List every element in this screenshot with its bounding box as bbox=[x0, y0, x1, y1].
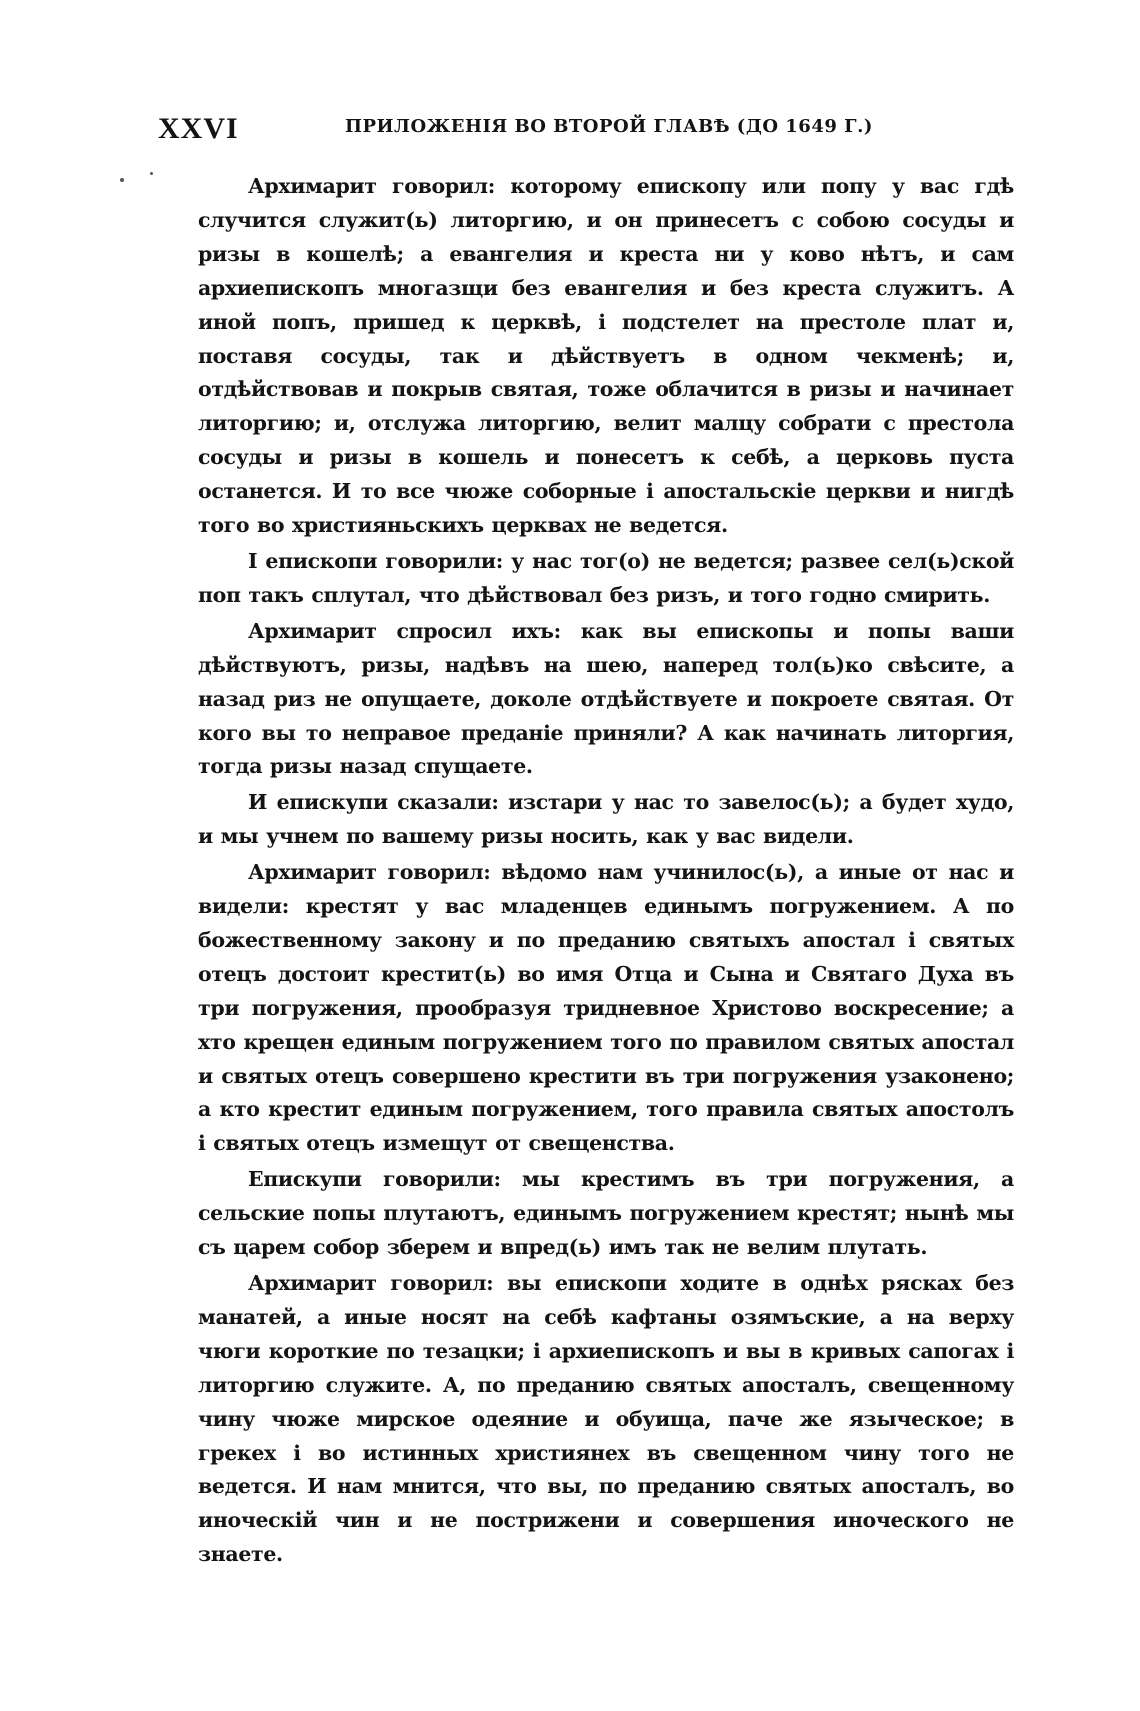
paragraph: И епискупи сказали: изстари у нас то завелос(ь); а будет худо, и мы учнем по вашему ризы носить, как у вас видели. bbox=[198, 790, 1014, 849]
margin-dot bbox=[150, 172, 153, 175]
paragraph: Архимарит говорил: вѣдомо нам учинилос(ь), а иные от нас и видели: крестят у вас младенцев единымъ погружением. А по божественному закону и по преданию святыхъ апостал і святых отецъ достоит крестит(ь) во имя Отца и Сына и Святаго Духа въ три погружения, прообразуя тридневное Христово воскресение; а хто крещен единым погружением того по правилом святых апостал и святых отецъ совершено крестити въ три погружения узаконено; а кто крестит единым погружением, того правила святых апостолъ і святых отецъ измещут от свещенства. bbox=[198, 860, 1014, 1156]
body-text bbox=[198, 170, 1014, 1574]
page-number: XXVI bbox=[158, 112, 239, 145]
margin-dot bbox=[120, 178, 124, 182]
paragraph: Епискупи говорили: мы крестимъ въ три погружения, а сельские попы плутаютъ, единымъ погружением крестят; нынѣ мы съ царем собор зберем и впред(ь) имъ так не велим плутать. bbox=[198, 1167, 1014, 1260]
paragraph: І епископи говорили: у нас тог(о) не ведется; развее сел(ь)ской поп такъ сплутал, что дѣйствовал без ризъ, и того годно смирить. bbox=[198, 548, 1014, 607]
paragraph: Архимарит говорил: вы епископи ходите в однѣх рясках без манатей, а иные носят на себѣ кафтаны озямъские, а на верху чюги короткие по тезацки; і архиепископъ и вы в кривых сапогах і литоргию служите. А, по преданию святых апосталъ, свещенному чину чюже мирское одеяние и обуища, паче же языческое; в грекех і во истинных християнех въ свещенном чину того не ведется. И нам мнится, что вы, по преданию святых апосталъ, во иноческій чин и не пострижени и совершения иноческого не знаете. bbox=[198, 1271, 1014, 1567]
running-title: ПРИЛОЖЕНІЯ ВО ВТОРОЙ ГЛАВѢ (ДО 1649 Г.) bbox=[345, 116, 873, 137]
running-head bbox=[158, 112, 1008, 152]
paragraph: Архимарит спросил ихъ: как вы епископы и попы ваши дѣйствуютъ, ризы, надѣвъ на шею, наперед тол(ь)ко свѣсите, а назад риз не опущаете, доколе отдѣйствуете и покроете святая. От кого вы то неправое преданіе приняли? А как начинать литоргия, тогда ризы назад спущаете. bbox=[198, 618, 1014, 779]
paragraph: Архимарит говорил: которому епископу или попу у вас гдѣ случится служит(ь) литоргию, и он принесетъ с собою сосуды и ризы в кошелѣ; а евангелия и креста ни у ково нѣтъ, и сам архиепископъ многазщи без евангелия и без креста служитъ. А иной попъ, пришед к церквѣ, і подстелет на престоле плат и, поставя сосуды, так и дѣйствуетъ в одном чекменѣ; и, отдѣйствовав и покрыв святая, тоже облачится в ризы и начинает литоргию; и, отслужа литоргию, велит малцу собрати с престола сосуды и ризы в кошель и понесетъ к себѣ, а церковь пуста останется. И то все чюже соборные і апостальскіе церкви и нигдѣ того во християньскихъ церквах не ведется. bbox=[198, 174, 1014, 538]
